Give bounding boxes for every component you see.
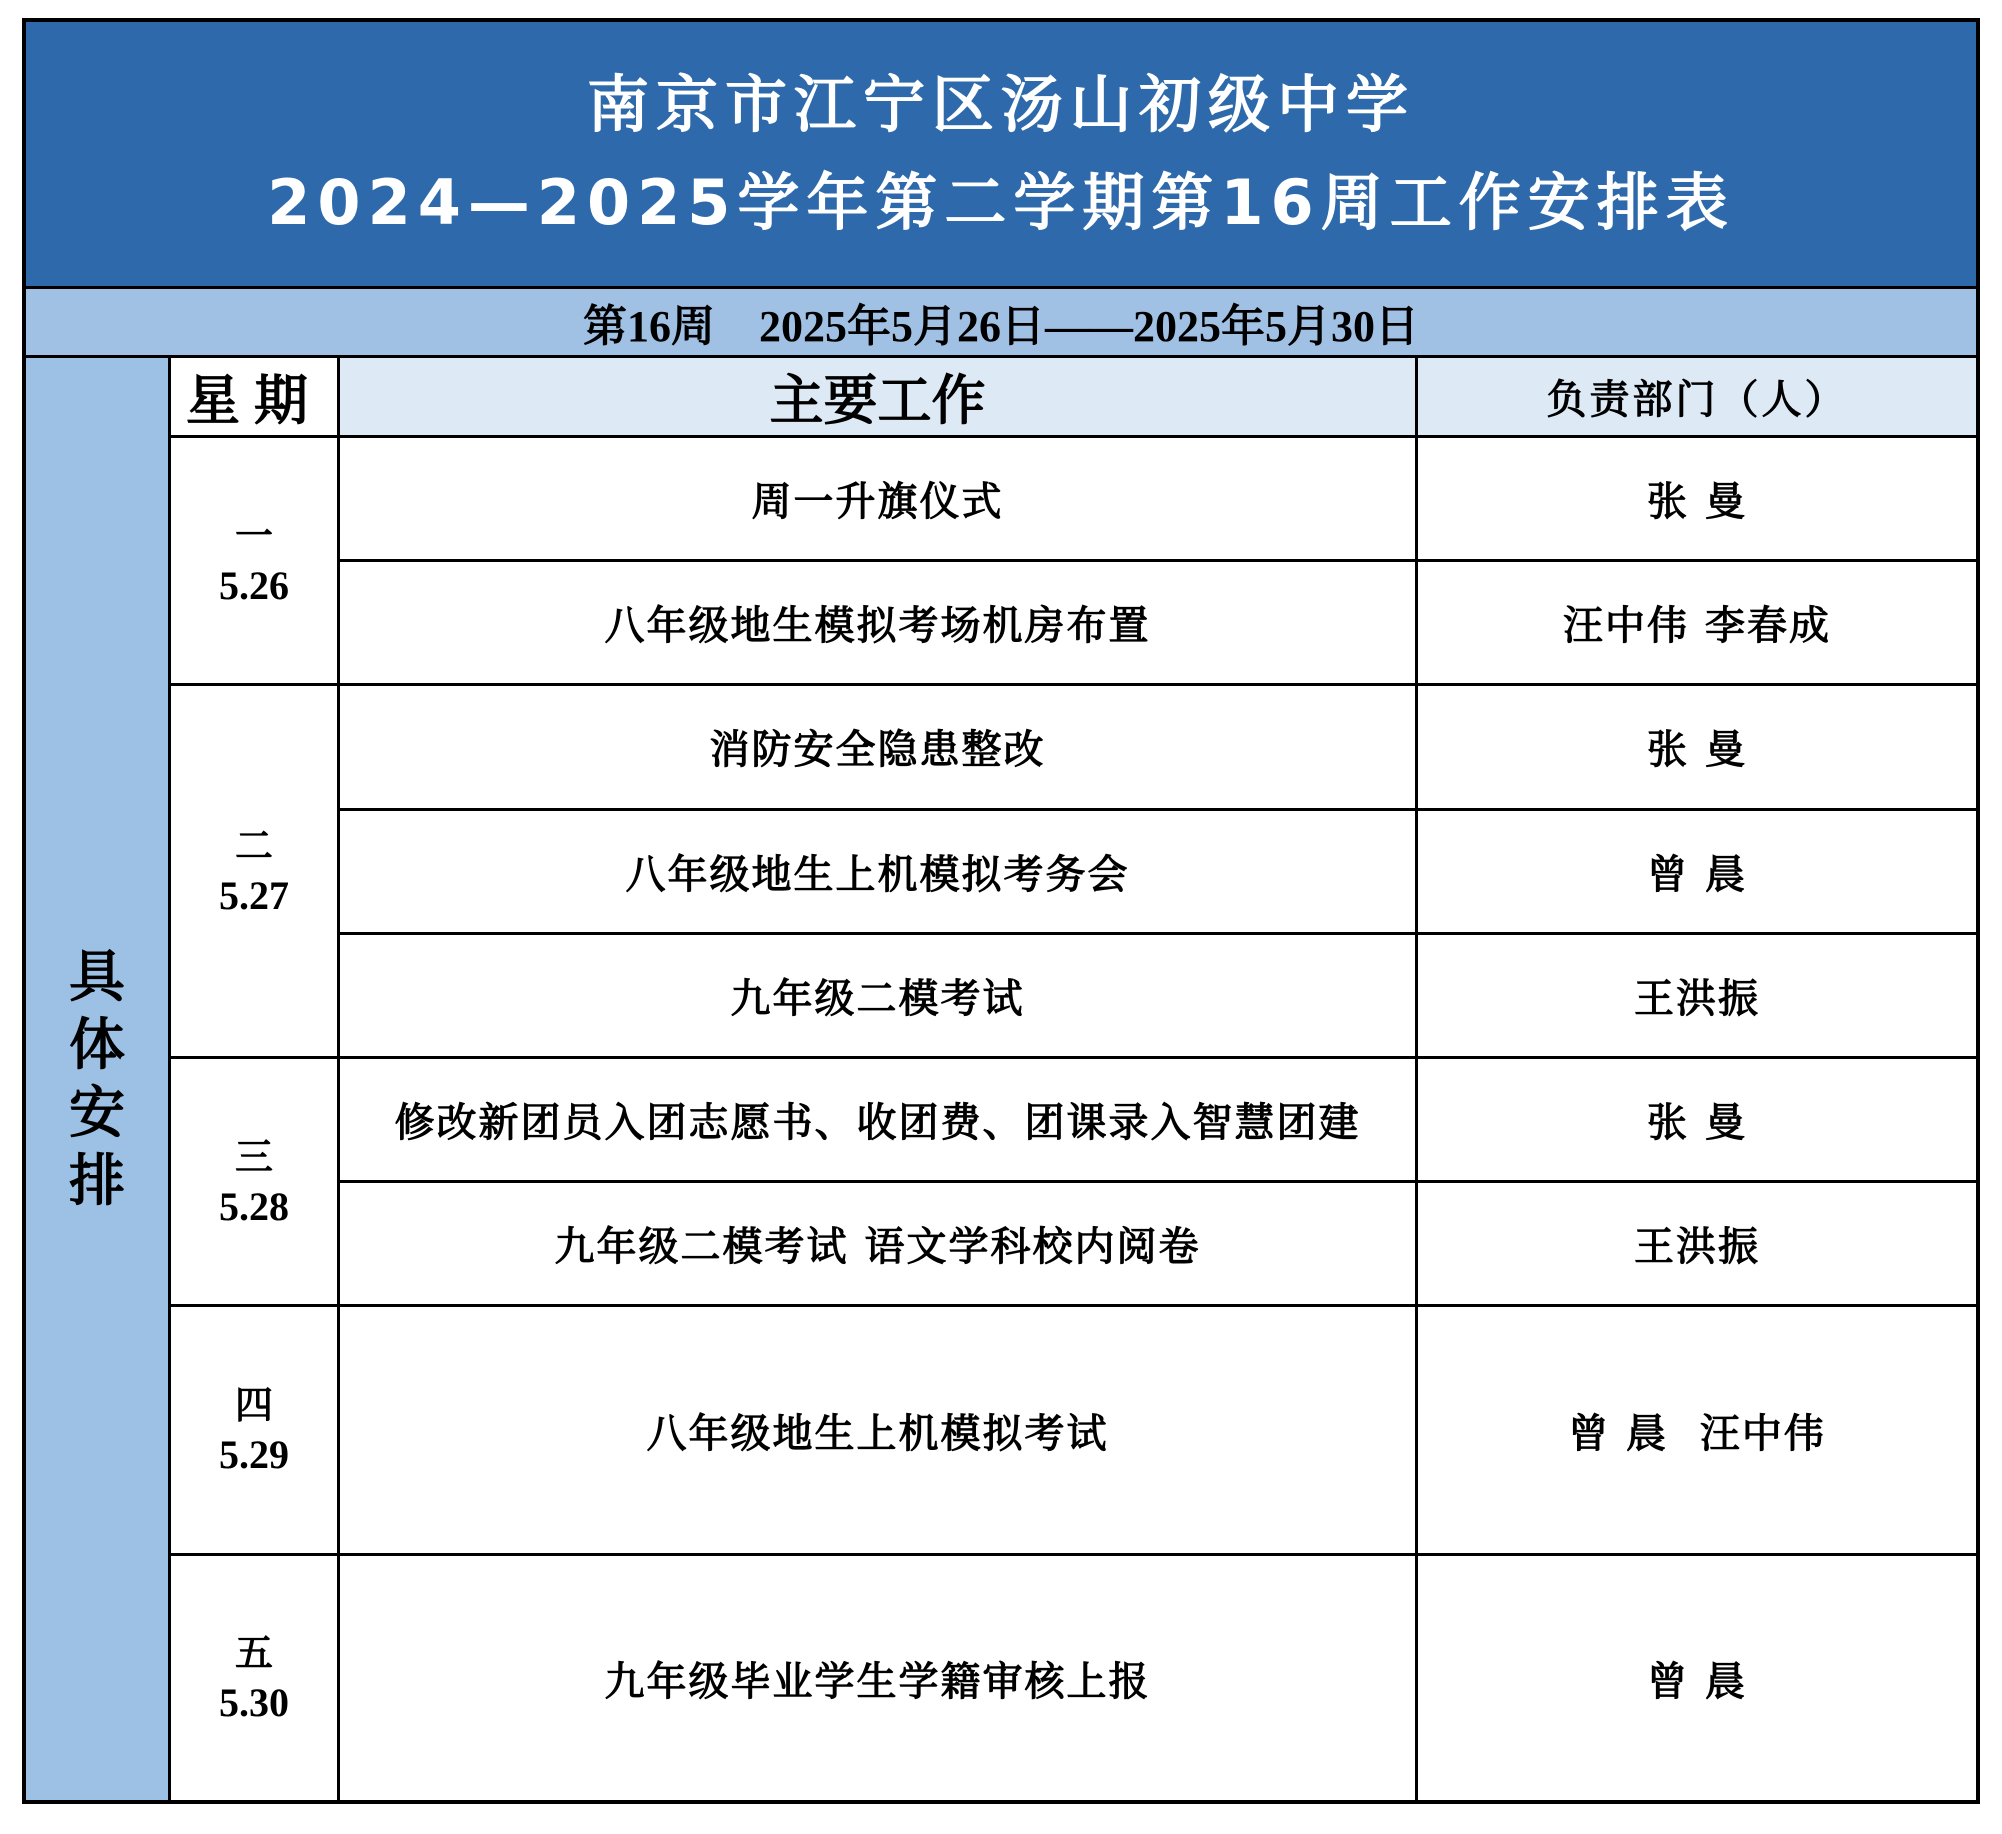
responsible-cell: 张 曼 <box>1415 686 1976 810</box>
responsible-cell: 张 曼 <box>1415 1059 1976 1183</box>
header-responsible-dept: 负责部门（人） <box>1415 358 1976 438</box>
work-item-cell: 消防安全隐患整改 <box>337 686 1415 810</box>
responsible-cell: 张 曼 <box>1415 438 1976 562</box>
day-cell <box>171 1307 337 1555</box>
schedule-title: 2024—2025学年第二学期第16周工作安排表 <box>267 166 1735 239</box>
responsible-cell: 汪中伟 李春成 <box>1415 562 1976 686</box>
header-day: 星期 <box>171 358 337 438</box>
work-item-cell: 九年级毕业学生学籍审核上报 <box>337 1556 1415 1804</box>
work-item-cell: 八年级地生上机模拟考务会 <box>337 811 1415 935</box>
week-range-bar <box>26 286 1976 358</box>
work-item-cell: 九年级二模考试 语文学科校内阅卷 <box>337 1183 1415 1307</box>
title-banner <box>26 22 1976 286</box>
day-date: 5.28 <box>219 1183 289 1229</box>
responsible-cell: 曾 晨 <box>1415 811 1976 935</box>
day-cell <box>171 438 337 686</box>
day-date: 5.27 <box>219 873 289 919</box>
responsible-cell: 曾 晨 汪中伟 <box>1415 1307 1976 1555</box>
week-range-text: 第16周 2025年5月26日——2025年5月30日 <box>583 302 1419 351</box>
day-cell <box>171 686 337 1059</box>
work-item-cell: 八年级地生上机模拟考试 <box>337 1307 1415 1555</box>
day-date: 5.26 <box>219 562 289 608</box>
work-item-cell: 修改新团员入团志愿书、收团费、团课录入智慧团建 <box>337 1059 1415 1183</box>
day-date: 5.30 <box>219 1680 289 1726</box>
day-name: 四 <box>234 1382 273 1428</box>
header-main-work: 主要工作 <box>337 358 1415 438</box>
responsible-cell: 曾 晨 <box>1415 1556 1976 1804</box>
work-item-cell: 八年级地生模拟考场机房布置 <box>337 562 1415 686</box>
day-date: 5.29 <box>219 1432 289 1478</box>
day-cell <box>171 1059 337 1307</box>
responsible-cell: 王洪振 <box>1415 1183 1976 1307</box>
side-label-column <box>26 358 171 1800</box>
work-item-cell: 九年级二模考试 <box>337 935 1415 1059</box>
day-name: 二 <box>234 823 273 869</box>
work-item-cell: 周一升旗仪式 <box>337 438 1415 562</box>
responsible-cell: 王洪振 <box>1415 935 1976 1059</box>
day-name: 一 <box>234 512 273 558</box>
school-name-title: 南京市江宁区汤山初级中学 <box>586 68 1415 141</box>
side-label: 具体安排 <box>69 944 125 1214</box>
day-name: 三 <box>234 1133 273 1179</box>
day-cell <box>171 1556 337 1804</box>
day-name: 五 <box>234 1630 273 1676</box>
